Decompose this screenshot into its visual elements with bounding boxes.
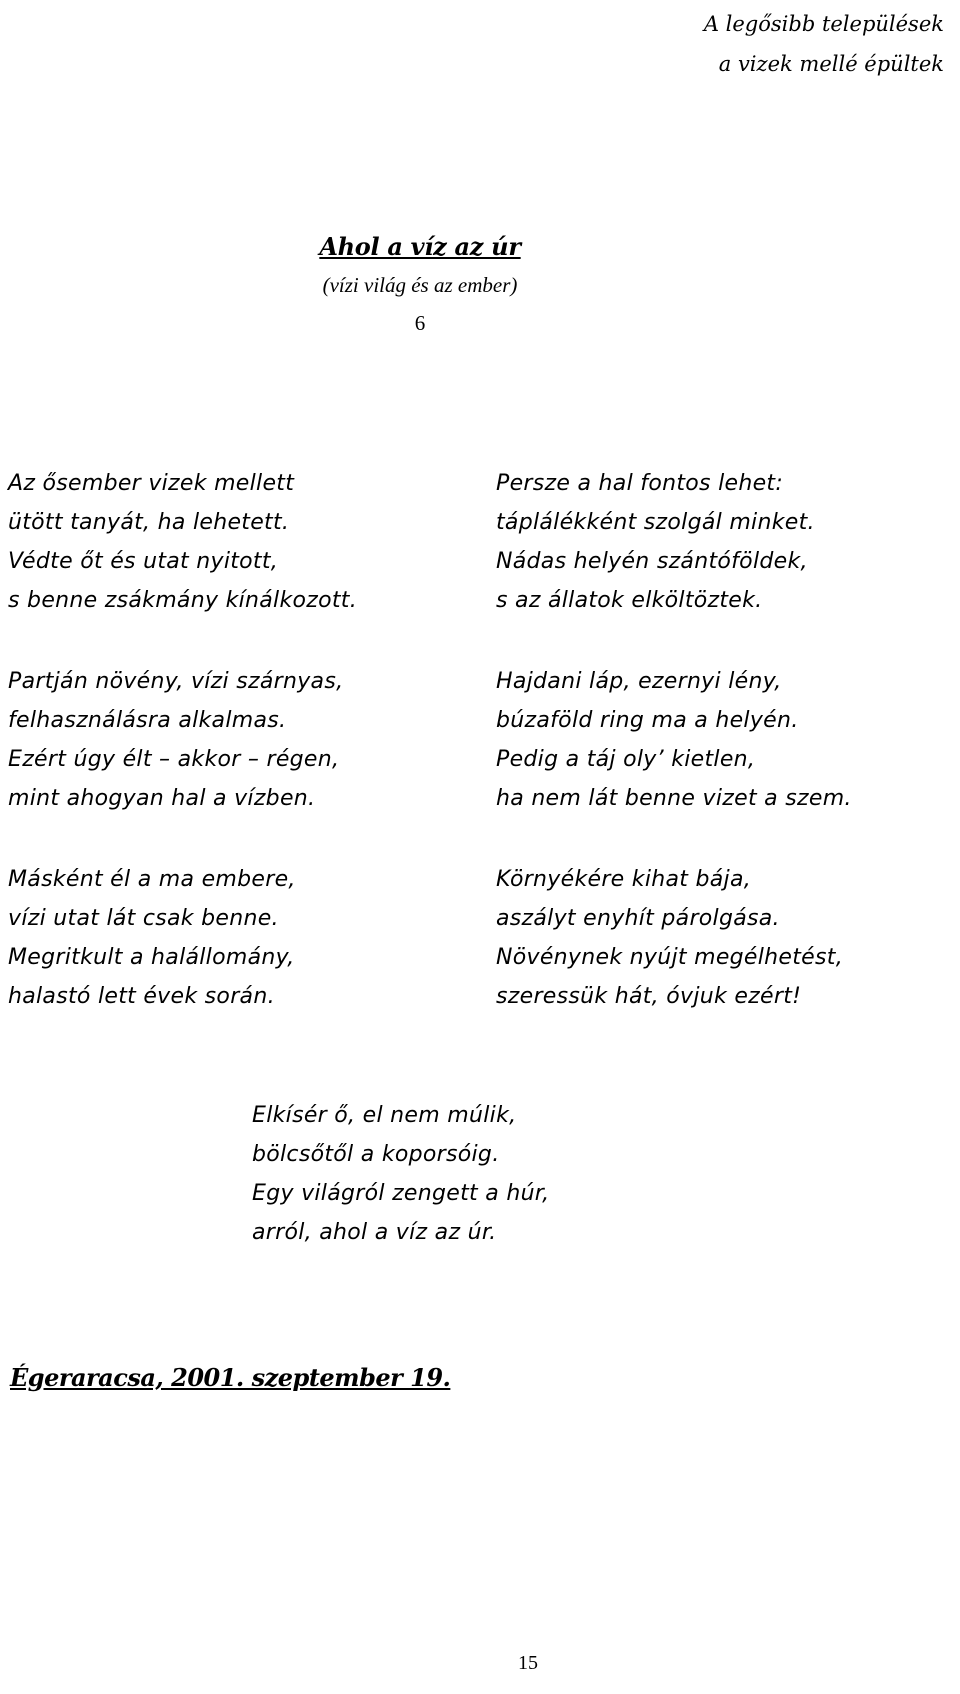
verse-line: aszályt enyhít párolgása. [496, 906, 780, 931]
verse-line: szeressük hát, óvjuk ezért! [496, 984, 802, 1009]
stanza-left-1 [8, 464, 357, 620]
stanza-left-2 [8, 662, 343, 818]
verse-line: s az állatok elköltöztek. [496, 588, 763, 613]
verse-line: vízi utat lát csak benne. [8, 906, 279, 931]
verse-line: Elkísér ő, el nem múlik, [252, 1103, 517, 1128]
header-line-1: A legősibb települések [703, 12, 944, 36]
verse-line: Másként él a ma embere, [8, 867, 296, 892]
verse-line: Nádas helyén szántóföldek, [496, 549, 808, 574]
verse-line: felhasználásra alkalmas. [8, 708, 287, 733]
verse-line: Ezért úgy élt – akkor – régen, [8, 747, 340, 772]
poem-subtitle: (vízi világ és az ember) [322, 273, 518, 297]
verse-line: táplálékként szolgál minket. [496, 510, 815, 535]
verse-line: ha nem lát benne vizet a szem. [496, 786, 852, 811]
verse-line: Persze a hal fontos lehet: [496, 471, 784, 496]
poem-title: Ahol a víz az úr [319, 232, 521, 261]
page-header [704, 4, 944, 84]
verse-line: Partján növény, vízi szárnyas, [8, 669, 344, 694]
verse-line: Növénynek nyújt megélhetést, [496, 945, 843, 970]
verse-line: Pedig a táj oly’ kietlen, [496, 747, 756, 772]
date-line: Égeraracsa, 2001. szeptember 19. [10, 1363, 451, 1392]
stanza-left-3 [8, 860, 296, 1016]
verse-line: ütött tanyát, ha lehetett. [8, 510, 290, 535]
verse-line: arról, ahol a víz az úr. [252, 1220, 497, 1245]
verse-line: Védte őt és utat nyitott, [8, 549, 279, 574]
verse-line: búzaföld ring ma a helyén. [496, 708, 799, 733]
poem-number: 6 [414, 311, 426, 335]
verse-line: Az ősember vizek mellett [8, 471, 295, 496]
verse-line: s benne zsákmány kínálkozott. [8, 588, 358, 613]
verse-line: Hajdani láp, ezernyi lény, [496, 669, 782, 694]
verse-line: bölcsőtől a koporsóig. [252, 1142, 500, 1167]
page-number: 15 [518, 1652, 538, 1674]
stanza-right-2 [496, 662, 852, 818]
verse-line: mint ahogyan hal a vízben. [8, 786, 316, 811]
verse-line: Megritkult a halállomány, [8, 945, 295, 970]
stanza-final [252, 1096, 549, 1252]
header-line-2: a vizek mellé épültek [718, 52, 944, 76]
stanza-right-1 [496, 464, 815, 620]
verse-line: halastó lett évek során. [8, 984, 275, 1009]
stanza-right-3 [496, 860, 843, 1016]
verse-line: Egy világról zengett a húr, [252, 1181, 550, 1206]
verse-line: Környékére kihat bája, [496, 867, 752, 892]
poem-heading [0, 230, 840, 342]
